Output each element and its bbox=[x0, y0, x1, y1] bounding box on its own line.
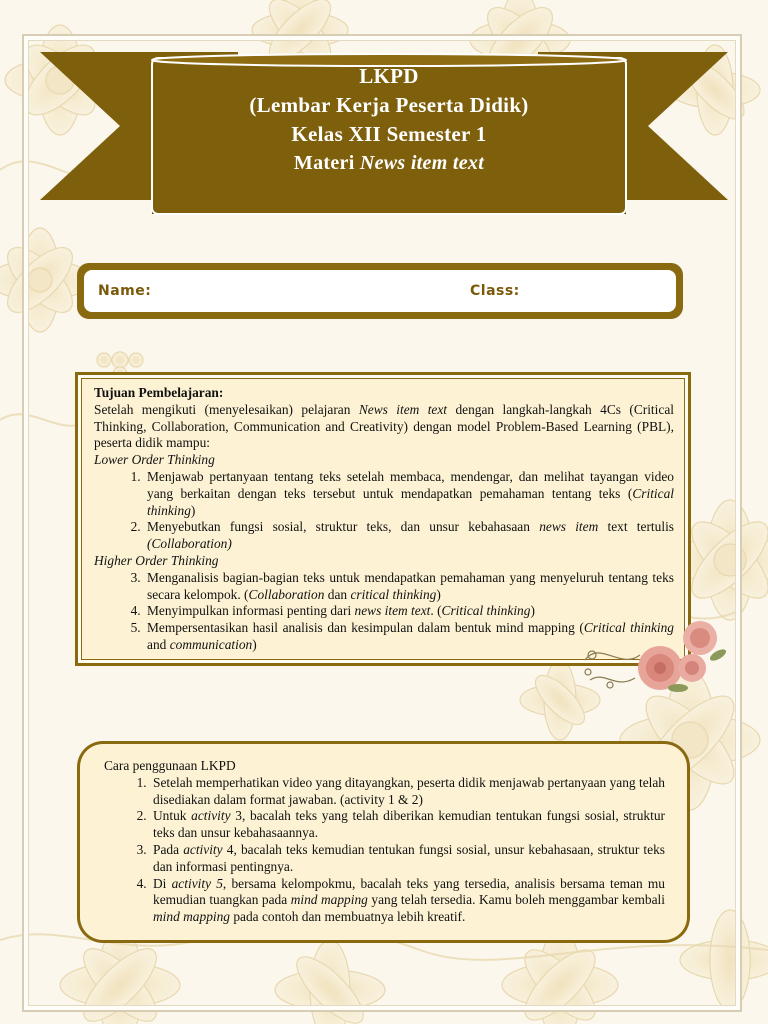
usage-title: Cara penggunaan LKPD bbox=[104, 758, 236, 773]
objectives-title: Tujuan Pembelajaran: bbox=[94, 385, 224, 400]
banner-line-materi bbox=[294, 149, 484, 178]
banner-title bbox=[152, 62, 626, 212]
objectives-intro: Setelah mengikuti (menyelesaikan) pelajaran News item text dengan langkah-langkah 4Cs (Critical Thinking, Collaboration, Communication and Creativity) dengan model Problem-Based Learning (PBL), peserta didik mampu: bbox=[94, 401, 674, 451]
banner-line-lkpd: LKPD bbox=[359, 64, 419, 88]
list-item: 2. Menyebutkan fungsi sosial, struktur teks, dan unsur kebahasaan news item text tertulis (Collaboration) bbox=[144, 519, 674, 553]
class-label: Class: bbox=[470, 283, 520, 299]
materi-topic: News item text bbox=[359, 152, 485, 174]
usage-instructions-box bbox=[77, 741, 690, 943]
list-item: 3. Menganalisis bagian-bagian teks untuk mendapatkan pemahaman yang menyeluruh tentang teks secara kelompok. (Collaboration dan critical thinking) bbox=[144, 570, 674, 604]
lower-order-list bbox=[94, 469, 674, 553]
usage-list bbox=[104, 775, 665, 926]
list-item: 2. Untuk activity 3, bacalah teks yang telah diberikan kemudian tentukan fungsi sosial, struktur teks dan unsur kebahasaannya. bbox=[150, 808, 665, 842]
list-item: 3. Pada activity 4, bacalah teks kemudian tentukan fungsi sosial, unsur kebahasaan, struktur teks dan informasi pentingnya. bbox=[150, 842, 665, 876]
lower-order-heading: Lower Order Thinking bbox=[94, 452, 215, 468]
list-item: 5. Mempersentasikan hasil analisis dan kesimpulan dalam bentuk mind mapping (Critical thinking and communication) bbox=[144, 620, 674, 654]
list-item: 4. Menyimpulkan informasi penting dari news item text. (Critical thinking) bbox=[144, 603, 674, 620]
rose-decoration-icon bbox=[580, 610, 730, 700]
name-label: Name: bbox=[98, 283, 152, 299]
list-item: 4. Di activity 5, bersama kelompokmu, bacalah teks yang tersedia, analisis bersama teman mu kemudian tuangkan pada mind mapping yang telah tersedia. Kamu boleh menggambar kembali mind mapping pada contoh dan membuatnya lebih kreatif. bbox=[150, 876, 665, 926]
list-item: 1. Menjawab pertanyaan tentang teks setelah membaca, mendengar, dan melihat tayangan video yang berkaitan dengan teks tersebut untuk mendapatkan pemahaman tentang teks (Critical thinking) bbox=[144, 469, 674, 519]
name-class-box bbox=[77, 263, 683, 319]
higher-order-heading: Higher Order Thinking bbox=[94, 552, 219, 568]
list-item: 1. Setelah memperhatikan video yang ditayangkan, peserta didik menjawab pertanyaan yang telah disediakan dalam format jawaban. (activity 1 & 2) bbox=[150, 775, 665, 809]
banner-line-subtitle: (Lembar Kerja Peserta Didik) bbox=[249, 93, 529, 117]
materi-label: Materi bbox=[293, 152, 360, 174]
banner-line-class: Kelas XII Semester 1 bbox=[291, 122, 487, 146]
